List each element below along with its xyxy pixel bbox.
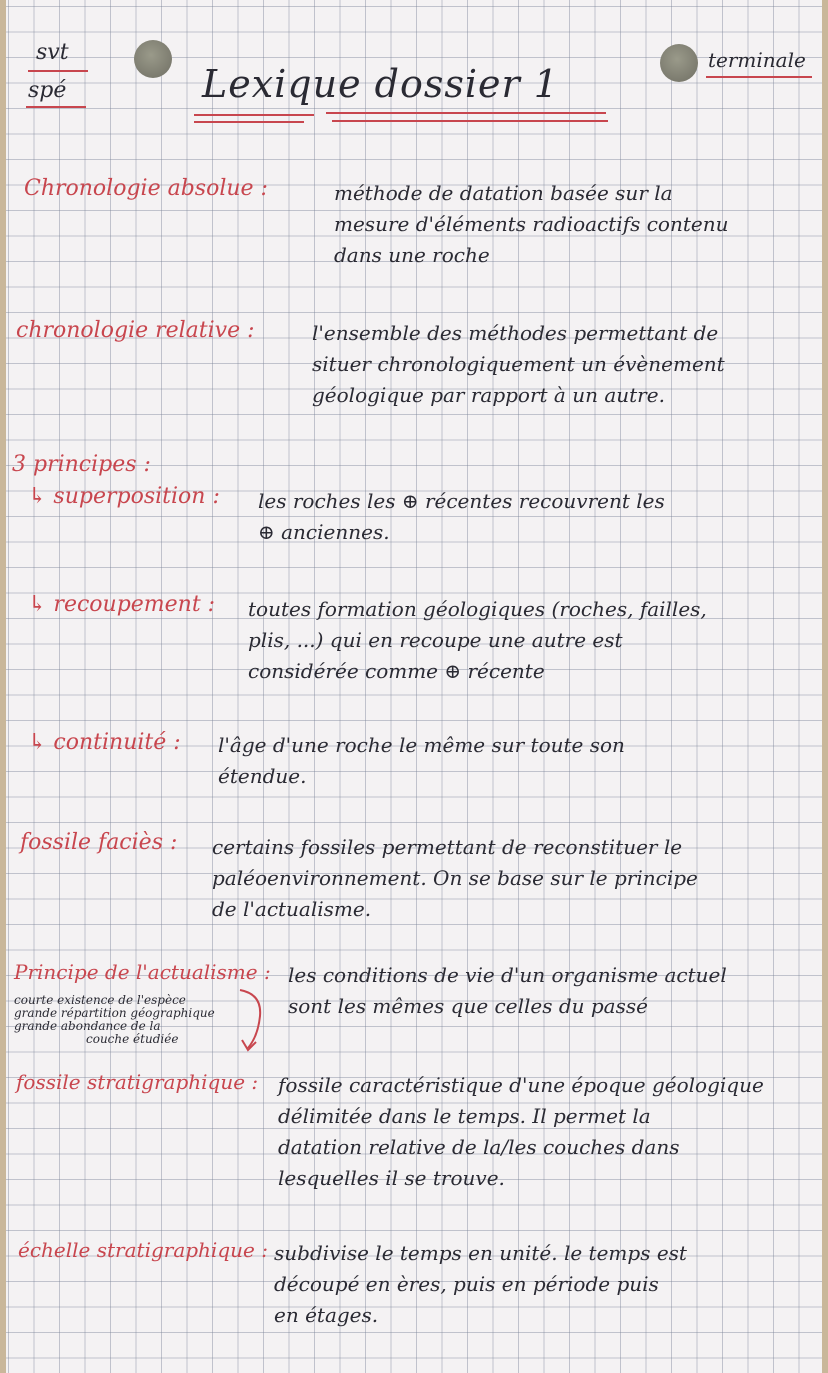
- title-underline-1: [194, 114, 314, 116]
- bracket-arrow-icon: [236, 986, 286, 1066]
- note-line: grande répartition géographique: [14, 1006, 215, 1020]
- note-line: grande abondance de la: [14, 1019, 161, 1033]
- def-line: les conditions de vie d'un organisme actuel: [288, 963, 727, 987]
- def-line: étendue.: [218, 764, 307, 788]
- def-line: mesure d'éléments radioactifs contenu: [334, 212, 729, 236]
- definition-fossile-stratigraphique: [278, 1070, 764, 1194]
- subject-label: svt: [36, 40, 69, 65]
- title-underline-2: [326, 112, 606, 114]
- title-underline-3: [194, 121, 304, 123]
- grade-underline: [706, 76, 812, 78]
- def-line: ⊕ anciennes.: [258, 520, 390, 544]
- definition-superposition: [258, 486, 665, 548]
- note-line: couche étudiée: [86, 1032, 179, 1046]
- def-line: situer chronologiquement un évènement: [312, 352, 725, 376]
- definition-fossile-facies: [212, 832, 698, 925]
- def-line: dans une roche: [334, 243, 490, 267]
- def-line: plis, ...) qui en recoupe une autre est: [248, 628, 623, 652]
- def-line: certains fossiles permettant de reconstituer le: [212, 835, 683, 859]
- term-chronologie-relative: chronologie relative :: [16, 318, 255, 343]
- definition-chronologie-relative: [312, 318, 725, 411]
- notebook-page: [6, 0, 822, 1373]
- def-line: en étages.: [274, 1303, 379, 1327]
- definition-echelle-stratigraphique: [274, 1238, 687, 1331]
- note-line: courte existence de l'espèce: [14, 993, 186, 1007]
- def-line: l'ensemble des méthodes permettant de: [312, 321, 719, 345]
- definition-principe-actualisme: [288, 960, 727, 1022]
- criteria-notes: [14, 994, 215, 1046]
- page-title: Lexique dossier 1: [202, 62, 559, 106]
- def-line: toutes formation géologiques (roches, failles,: [248, 597, 707, 621]
- term-fossile-facies: fossile faciès :: [20, 830, 178, 855]
- subject-underline: [28, 70, 88, 72]
- def-line: datation relative de la/les couches dans: [278, 1135, 680, 1159]
- definition-recoupement: [248, 594, 707, 687]
- def-line: paléoenvironnement. On se base sur le principe: [212, 866, 698, 890]
- def-line: lesquelles il se trouve.: [278, 1166, 505, 1190]
- term-chronologie-absolue: Chronologie absolue :: [24, 176, 268, 201]
- term-fossile-stratigraphique: fossile stratigraphique :: [16, 1070, 259, 1094]
- grade-label: terminale: [708, 48, 806, 72]
- def-line: sont les mêmes que celles du passé: [288, 994, 648, 1018]
- binder-hole-right: [660, 44, 698, 82]
- definition-chronologie-absolue: [334, 178, 728, 271]
- definition-continuite: [218, 730, 625, 792]
- def-line: subdivise le temps en unité. le temps est: [274, 1241, 687, 1265]
- def-line: délimitée dans le temps. Il permet la: [278, 1104, 651, 1128]
- def-line: méthode de datation basée sur la: [334, 181, 673, 205]
- level-label: spé: [28, 78, 67, 103]
- def-line: de l'actualisme.: [212, 897, 372, 921]
- def-line: l'âge d'une roche le même sur toute son: [218, 733, 625, 757]
- principles-heading: 3 principes :: [12, 452, 151, 477]
- binder-hole-left: [134, 40, 172, 78]
- term-continuite: ↳ continuité :: [28, 730, 181, 755]
- term-principe-actualisme: Principe de l'actualisme :: [14, 960, 271, 984]
- def-line: les roches les ⊕ récentes recouvrent les: [258, 489, 665, 513]
- def-line: géologique par rapport à un autre.: [312, 383, 665, 407]
- level-underline: [26, 106, 86, 108]
- title-underline-4: [332, 120, 608, 122]
- term-echelle-stratigraphique: échelle stratigraphique :: [18, 1238, 268, 1262]
- def-line: découpé en ères, puis en période puis: [274, 1272, 659, 1296]
- def-line: considérée comme ⊕ récente: [248, 659, 545, 683]
- term-superposition: ↳ superposition :: [28, 484, 220, 509]
- def-line: fossile caractéristique d'une époque géologique: [278, 1073, 764, 1097]
- term-recoupement: ↳ recoupement :: [28, 592, 216, 617]
